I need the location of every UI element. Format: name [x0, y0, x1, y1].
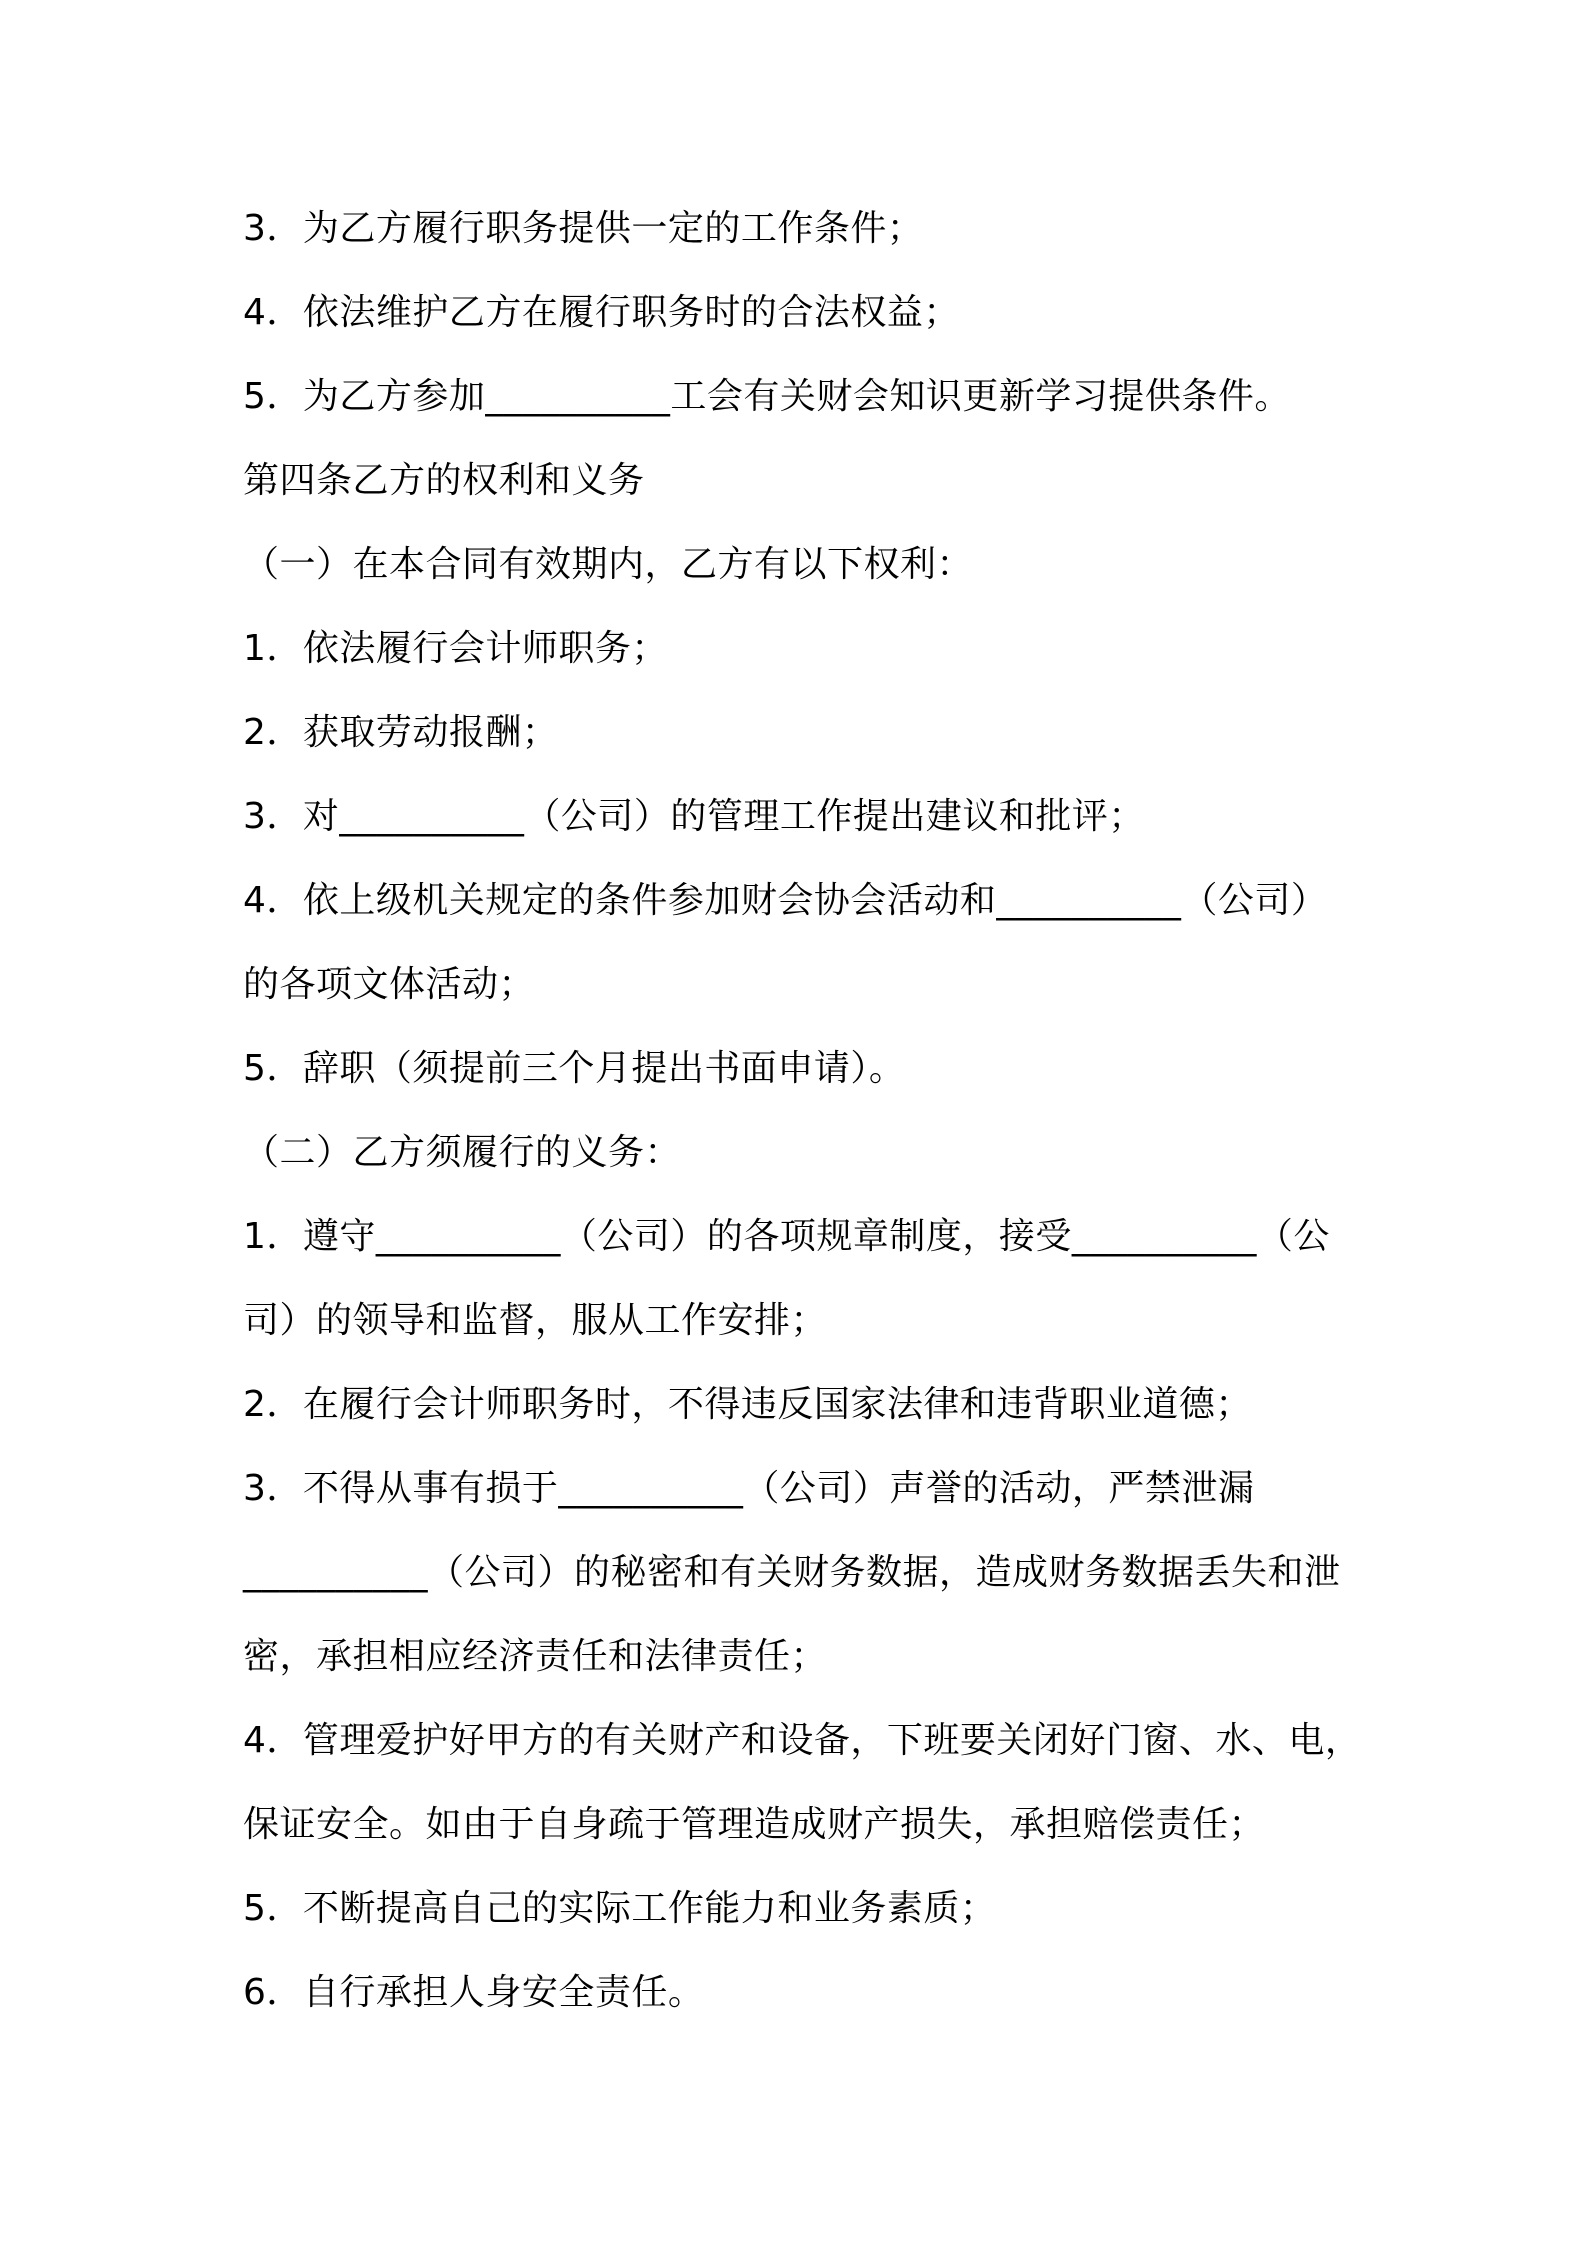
clause-a5: 5．为乙方参加__________工会有关财会知识更新学习提供条件。 [243, 376, 1291, 417]
duties-item-1-cont: 司）的领导和监督，服从工作安排； [243, 1300, 828, 1341]
rights-item-2: 2．获取劳动报酬； [243, 712, 559, 753]
duties-item-4-cont: 保证安全。如由于自身疏于管理造成财产损失，承担赔偿责任； [243, 1804, 1266, 1845]
duties-item-3-cont: __________（公司）的秘密和有关财务数据，造成财务数据丢失和泄 [243, 1552, 1341, 1593]
clause-a3: 3．为乙方履行职务提供一定的工作条件； [243, 208, 924, 249]
rights-item-3: 3．对__________（公司）的管理工作提出建议和批评； [243, 796, 1145, 837]
duties-item-5: 5．不断提高自己的实际工作能力和业务素质； [243, 1888, 997, 1929]
duties-item-6: 6．自行承担人身安全责任。 [243, 1972, 705, 2013]
rights-item-1: 1．依法履行会计师职务； [243, 628, 668, 669]
rights-item-4: 4．依上级机关规定的条件参加财会协会活动和__________（公司） [243, 880, 1328, 921]
duties-item-1: 1．遵守__________（公司）的各项规章制度，接受__________（公 [243, 1216, 1330, 1257]
rights-item-4-cont: 的各项文体活动； [243, 964, 536, 1005]
duties-item-2: 2．在履行会计师职务时，不得违反国家法律和违背职业道德； [243, 1384, 1252, 1425]
subsection-rights-heading: （一）在本合同有效期内，乙方有以下权利： [243, 544, 974, 585]
duties-item-3: 3．不得从事有损于__________（公司）声誉的活动，严禁泄漏 [243, 1468, 1255, 1509]
duties-item-3-cont-2: 密，承担相应经济责任和法律责任； [243, 1636, 828, 1677]
duties-item-4: 4．管理爱护好甲方的有关财产和设备，下班要关闭好门窗、水、电， [243, 1720, 1362, 1761]
rights-item-5: 5．辞职（须提前三个月提出书面申请）。 [243, 1048, 906, 1089]
clause-a4: 4．依法维护乙方在履行职务时的合法权益； [243, 292, 960, 333]
subsection-duties-heading: （二）乙方须履行的义务： [243, 1132, 682, 1173]
section-heading: 第四条乙方的权利和义务 [243, 460, 645, 501]
